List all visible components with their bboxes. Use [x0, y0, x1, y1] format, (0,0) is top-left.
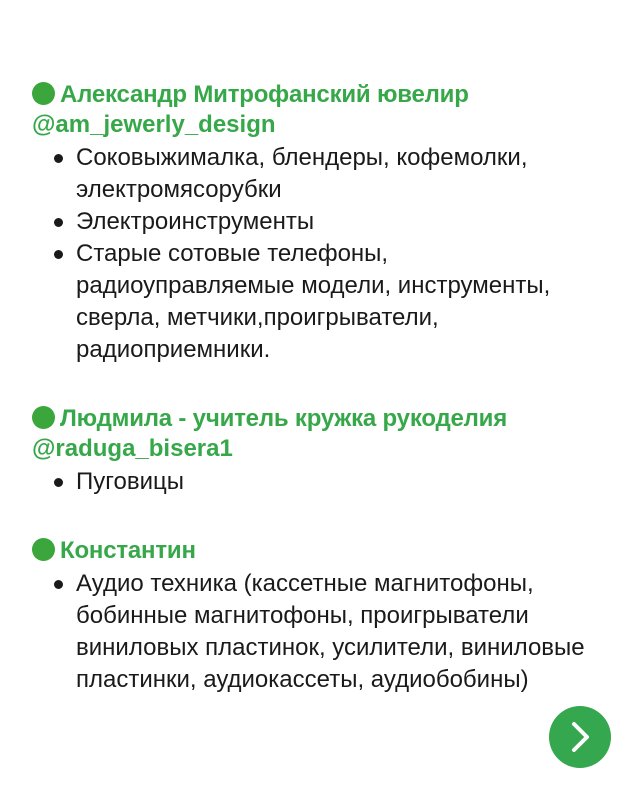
instagram-handle[interactable]: @raduga_bisera1 [32, 435, 233, 462]
list-item: Старые сотовые телефоны, радиоуправляемые модели, инструменты, сверла, метчики,проигрыватели, радиоприемники. [76, 238, 612, 366]
chevron-right-icon [565, 720, 595, 754]
item-list [32, 466, 612, 498]
section-title-line [32, 404, 612, 434]
green-circle-icon [32, 538, 55, 561]
list-item: Соковыжималка, блендеры, кофемолки, электромясорубки [76, 142, 612, 206]
item-list [32, 142, 612, 366]
green-circle-icon [32, 82, 55, 105]
item-list [32, 568, 612, 696]
section-title-line [32, 80, 612, 110]
list-item: Пуговицы [76, 466, 612, 498]
next-slide-button[interactable] [549, 706, 611, 768]
content-list [32, 80, 612, 734]
list-item: Аудио техника (кассетные магнитофоны, бобинные магнитофоны, проигрыватели виниловых пластинок, усилители, виниловые пластинки, аудиокассеты, аудиобобины) [76, 568, 612, 696]
section-title: Александр Митрофанский ювелир [60, 81, 469, 108]
section-title: Людмила - учитель кружка рукоделия [60, 405, 508, 432]
instagram-handle[interactable]: @am_jewerly_design [32, 111, 276, 138]
list-item: Электроинструменты [76, 206, 612, 238]
section-jeweler [32, 80, 612, 366]
section-title-line [32, 536, 612, 566]
section-konstantin [32, 536, 612, 696]
green-circle-icon [32, 406, 55, 429]
section-teacher [32, 404, 612, 498]
section-title: Константин [60, 537, 196, 564]
